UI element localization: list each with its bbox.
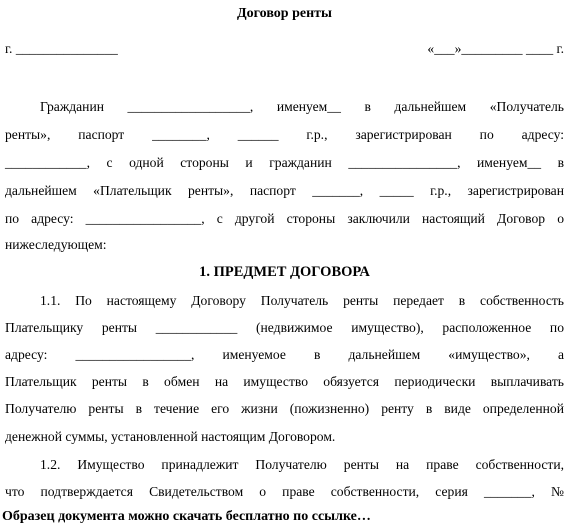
clause-line: Получателю ренты в течение его жизни (пожизненно) ренту в виде определенной	[5, 401, 564, 416]
parties-line: по адресу: _________________, с другой стороны заключили настоящий Договор о	[5, 211, 564, 226]
clause-line: 1.2. Имущество принадлежит Получателю ренты на праве собственности,	[40, 457, 564, 472]
clause-line: денежной суммы, установленной настоящим Договором.	[5, 429, 336, 444]
parties-line: дальнейшем «Плательщик ренты», паспорт _______, _____ г.р., зарегистрирован	[5, 183, 564, 198]
parties-line: нижеследующем:	[5, 237, 107, 252]
clause-line: Плательщику ренты ____________ (недвижимое имущество), расположенное по	[5, 320, 564, 335]
header-line	[5, 41, 564, 57]
date-field: «___»_________ ____ г.	[427, 41, 564, 56]
parties-line: Гражданин __________________, именуем__ в дальнейшем «Получатель	[40, 99, 564, 114]
clause-line: Плательщик ренты в обмен на имущество обязуется периодически выплачивать	[5, 374, 564, 389]
clause-line: адресу: _________________, именуемое в дальнейшем «имущество», а	[5, 347, 564, 362]
download-link[interactable]: Образец документа можно скачать бесплатно по ссылке…	[2, 509, 371, 524]
city-field: г. _______________	[5, 41, 118, 56]
section-heading: 1. ПРЕДМЕТ ДОГОВОРА	[199, 264, 370, 280]
parties-line: ____________, с одной стороны и гражданин ________________, именуем__ в	[5, 155, 564, 170]
clause-line: что подтверждается Свидетельством о праве собственности, серия _______, №	[5, 484, 564, 499]
parties-line: ренты», паспорт ________, ______ г.р., зарегистрирован по адресу:	[5, 127, 564, 142]
document-title: Договор ренты	[237, 6, 332, 21]
clause-line: 1.1. По настоящему Договору Получатель ренты передает в собственность	[40, 293, 564, 308]
